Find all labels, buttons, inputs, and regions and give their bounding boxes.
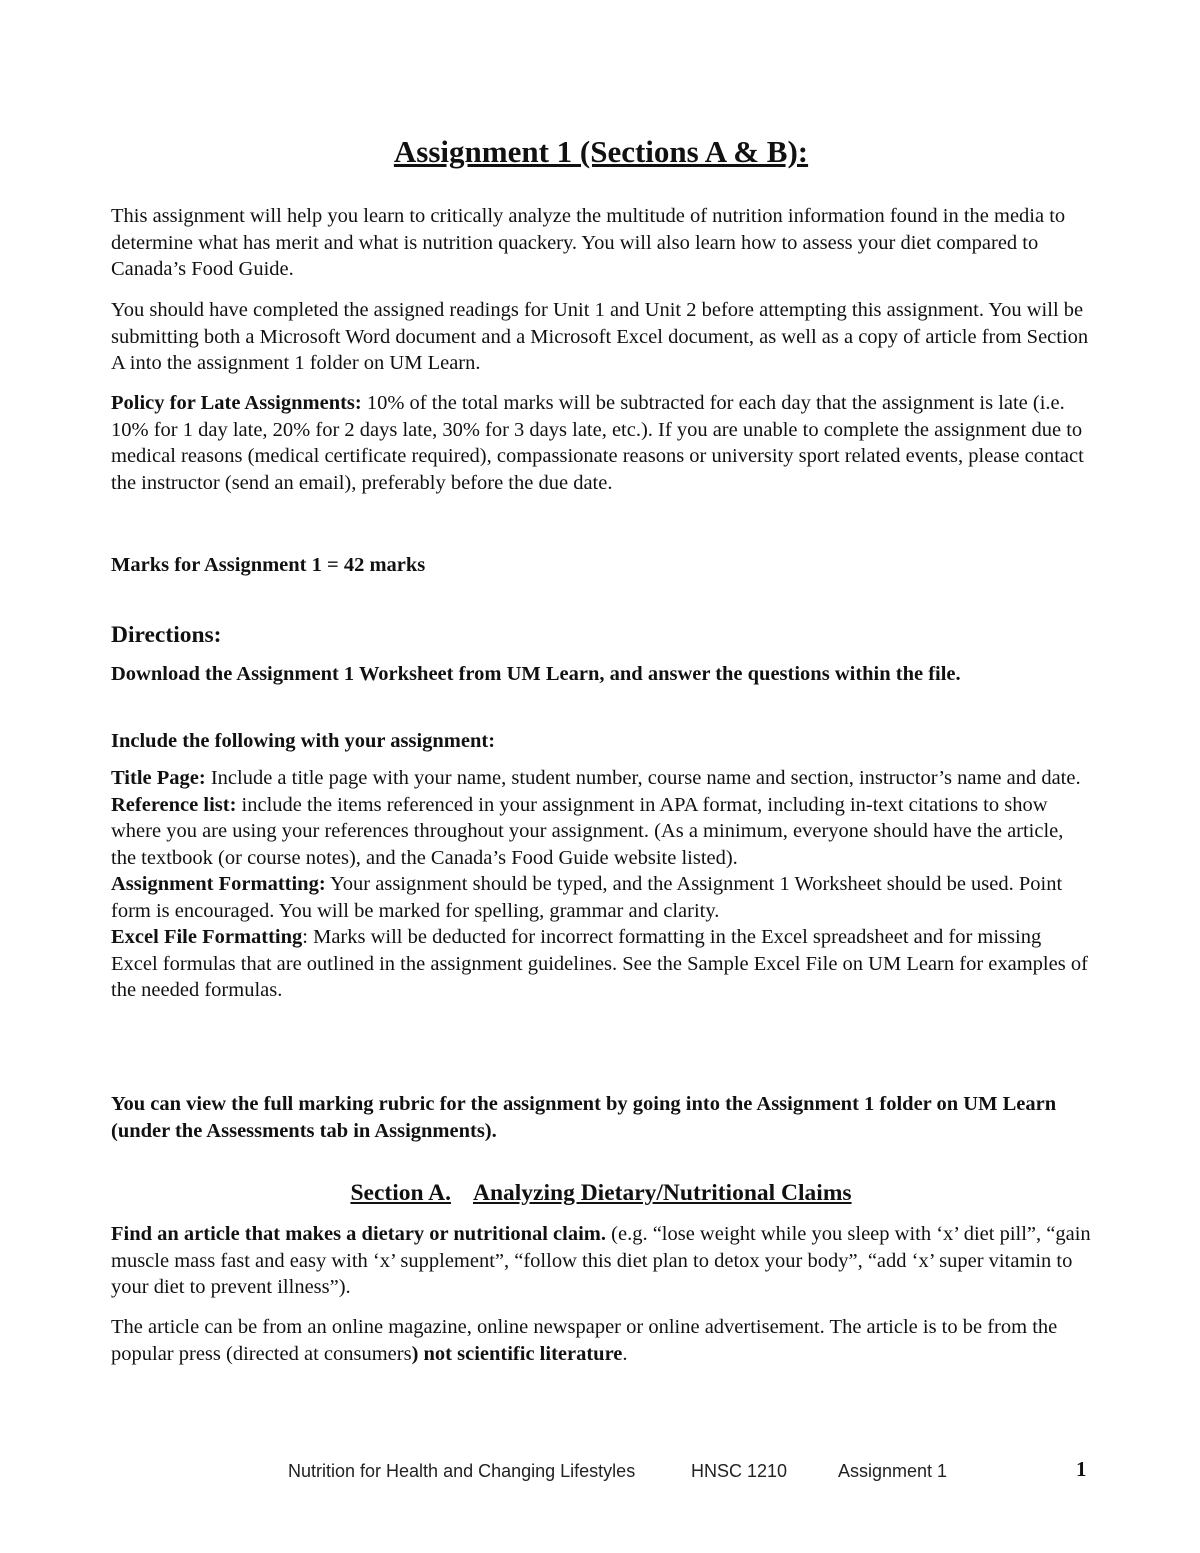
requirement-text: : Marks will be deducted for incorrect formatting in the Excel spreadsheet and for missing Excel formulas that are outlined in the assignment guidelines. See the Sample Excel File on UM Learn for examples of the needed formulas. [111, 926, 1088, 1001]
section-a-find-label: Find an article that makes a dietary or nutritional claim. [111, 1223, 607, 1245]
requirement-label: Title Page: [111, 767, 206, 789]
late-policy-label: Policy for Late Assignments: [111, 392, 362, 414]
requirement-excel-formatting [111, 924, 1091, 1004]
page-footer [0, 1458, 1200, 1484]
footer-assignment: Assignment 1 [838, 1461, 948, 1481]
section-a-heading [111, 1178, 1091, 1208]
section-a-source-text: The article can be from an online magazine, online newspaper or online advertisement. The article is to be from the popular press (directed at consumers [111, 1316, 1058, 1365]
document-title: Assignment 1 (Sections A & B): [393, 134, 809, 169]
footer-course-name: Nutrition for Health and Changing Lifestyles [288, 1461, 636, 1481]
requirement-text: Your assignment should be typed, and the Assignment 1 Worksheet should be used. Point form is encouraged. You will be marked for spelling, grammar and clarity. [111, 873, 1063, 922]
section-a-find-paragraph [111, 1221, 1091, 1301]
directions-download: Download the Assignment 1 Worksheet from UM Learn, and answer the questions within the file. [111, 663, 961, 685]
requirements-list [111, 765, 1091, 1004]
requirement-label: Reference list: [111, 793, 237, 816]
late-policy-text: 10% of the total marks will be subtracted for each day that the assignment is late (i.e. 10% for 1 day late, 20% for 2 days late, 30% for 3 days late, etc.). If you are unable to complete the assignment due to medical reasons (medical certificate required), compassionate reasons or university sport related events, please contact the instructor (send an email), preferably before the due date. [111, 392, 1084, 494]
directions-include: Include the following with your assignment: [111, 730, 496, 752]
intro-paragraph-2: You should have completed the assigned readings for Unit 1 and Unit 2 before attempting this assignment. You will be submitting both a Microsoft Word document and a Microsoft Excel document, as well as a copy of article from Section A into the assignment 1 folder on UM Learn. [111, 299, 1089, 374]
requirement-label: Excel File Formatting [111, 926, 303, 948]
requirement-assignment-formatting [111, 871, 1091, 924]
intro-paragraph-1: This assignment will help you learn to critically analyze the multitude of nutrition information found in the media to determine what has merit and what is nutrition quackery. You will also learn how to assess your diet compared to Canada’s Food Guide. [111, 205, 1066, 280]
rubric-note: You can view the full marking rubric for the assignment by going into the Assignment 1 folder on UM Learn (under the Assessments tab in Assignments). [111, 1093, 1057, 1142]
directions-heading: Directions: [111, 622, 222, 648]
section-a-label: Section A. [350, 1180, 451, 1206]
section-a-source-bold: ) not scientific literature [411, 1342, 623, 1365]
section-a-source-end: . [622, 1342, 628, 1365]
section-a-source-paragraph [111, 1314, 1091, 1367]
requirement-label: Assignment Formatting: [111, 873, 326, 895]
section-a-find-text: (e.g. “lose weight while you sleep with ‘x’ diet pill”, “gain muscle mass fast and easy with ‘x’ supplement”, “follow this diet plan to detox your body”, “add ‘x’ super vitamin to your diet to prevent illness”). [111, 1223, 1091, 1298]
requirement-text: include the items referenced in your assignment in APA format, including in-text citations to show where you are using your references throughout your assignment. (As a minimum, everyone should have the article, the textbook (or course notes), and the Canada’s Food Guide website listed). [111, 793, 1064, 869]
requirement-reference-list [111, 792, 1091, 872]
requirement-text: Include a title page with your name, student number, course name and section, instructor’s name and date. [205, 767, 1081, 789]
footer-course-code: HNSC 1210 [691, 1461, 788, 1481]
page-number: 1 [1076, 1457, 1087, 1481]
marks-total: Marks for Assignment 1 = 42 marks [111, 554, 426, 576]
section-a-title: Analyzing Dietary/Nutritional Claims [472, 1180, 852, 1206]
requirement-title-page [111, 765, 1091, 792]
late-policy-paragraph [111, 390, 1091, 496]
